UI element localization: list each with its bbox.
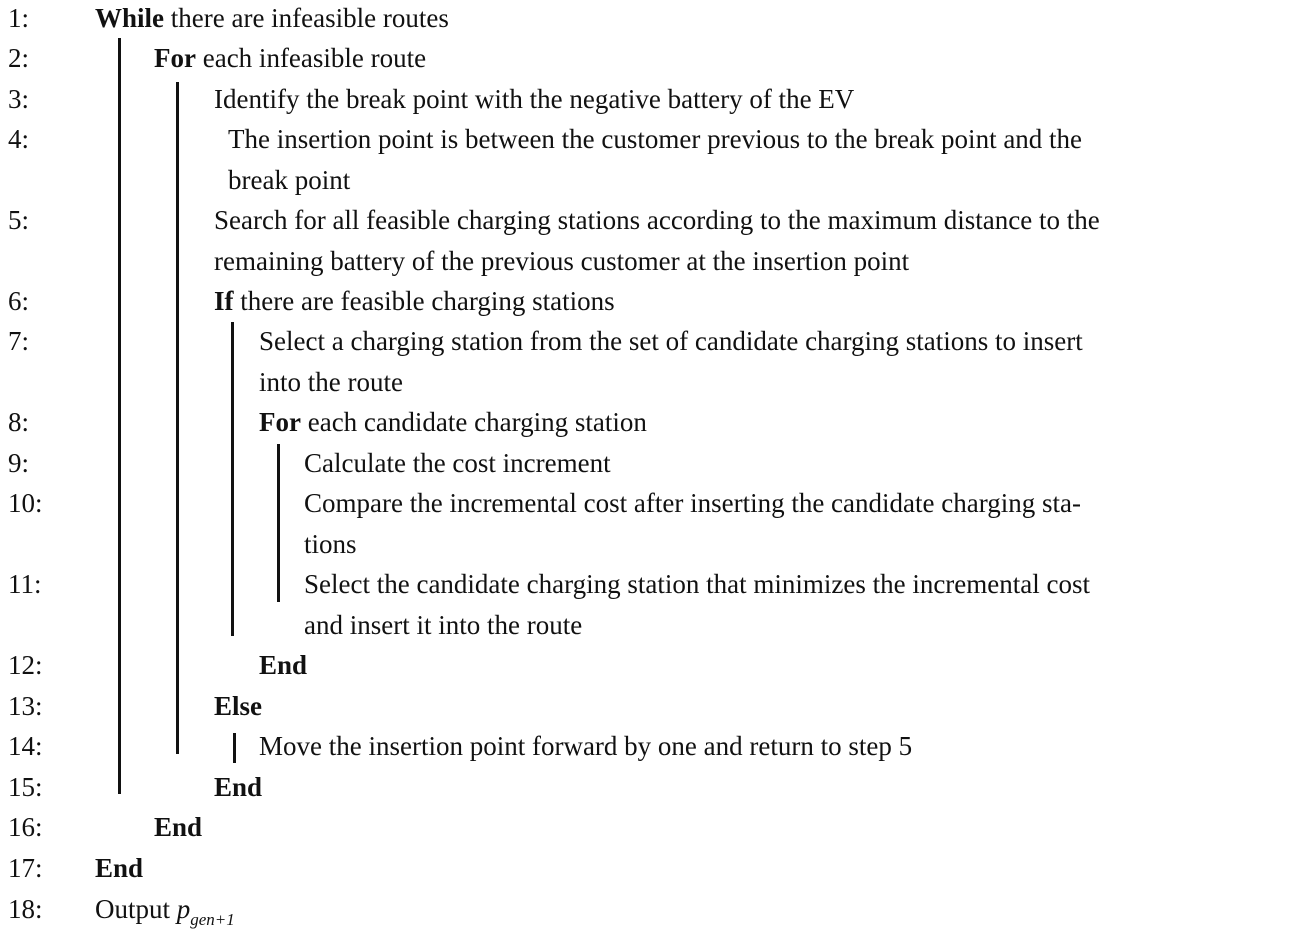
line-number: 4: [8, 124, 30, 154]
math-subscript: gen+1 [190, 910, 235, 929]
line-text: Move the insertion point forward by one and return to step 5 [259, 731, 913, 761]
line-text-continued: into the route [259, 367, 403, 397]
algo-line-5 [0, 200, 1300, 280]
line-text: Compare the incremental cost after inserting the candidate charging sta- [304, 488, 1081, 518]
line-text: each infeasible route [202, 43, 427, 73]
line-number: 8: [8, 407, 30, 437]
line-text-continued: remaining battery of the previous customer at the insertion point [214, 246, 910, 276]
line-number: 15: [8, 772, 43, 802]
line-text: Select a charging station from the set of candidate charging stations to insert [259, 326, 1083, 356]
algo-line-7 [0, 321, 1300, 401]
block-bar-else [233, 733, 236, 763]
line-text: Search for all feasible charging stations according to the maximum distance to the [214, 205, 1100, 235]
algo-line-4 [0, 119, 1300, 199]
line-number: 11: [8, 569, 42, 599]
line-number: 9: [8, 448, 30, 478]
line-number: 14: [8, 731, 43, 761]
keyword-end: End [154, 812, 203, 842]
math-variable: p [176, 894, 191, 924]
line-number: 1: [8, 3, 30, 33]
line-text: Select the candidate charging station that minimizes the incremental cost [304, 569, 1090, 599]
line-number: 6: [8, 286, 30, 316]
line-number: 3: [8, 84, 30, 114]
line-text: Output [95, 894, 171, 924]
line-text: there are infeasible routes [170, 3, 449, 33]
line-number: 17: [8, 853, 43, 883]
keyword-else: Else [214, 691, 263, 721]
line-number: 16: [8, 812, 43, 842]
line-number: 12: [8, 650, 43, 680]
line-text: each candidate charging station [307, 407, 647, 437]
line-text-continued: break point [228, 165, 351, 195]
line-text: The insertion point is between the customer previous to the break point and the [228, 124, 1083, 154]
keyword-end: End [95, 853, 144, 883]
keyword-end: End [214, 772, 263, 802]
keyword-while: While [95, 3, 165, 33]
line-number: 5: [8, 205, 30, 235]
line-number: 7: [8, 326, 30, 356]
keyword-end: End [259, 650, 308, 680]
line-text: there are feasible charging stations [240, 286, 615, 316]
line-text: Identify the break point with the negative battery of the EV [214, 84, 855, 114]
line-number: 18: [8, 894, 43, 924]
line-text-continued: tions [304, 529, 357, 559]
line-text: Calculate the cost increment [304, 448, 611, 478]
line-text-continued: and insert it into the route [304, 610, 583, 640]
algo-line-10 [0, 483, 1300, 563]
keyword-if: If [214, 286, 234, 316]
keyword-for: For [259, 407, 301, 437]
line-number: 13: [8, 691, 43, 721]
line-number: 10: [8, 488, 43, 518]
keyword-for: For [154, 43, 196, 73]
line-number: 2: [8, 43, 30, 73]
algo-line-11 [0, 564, 1300, 644]
